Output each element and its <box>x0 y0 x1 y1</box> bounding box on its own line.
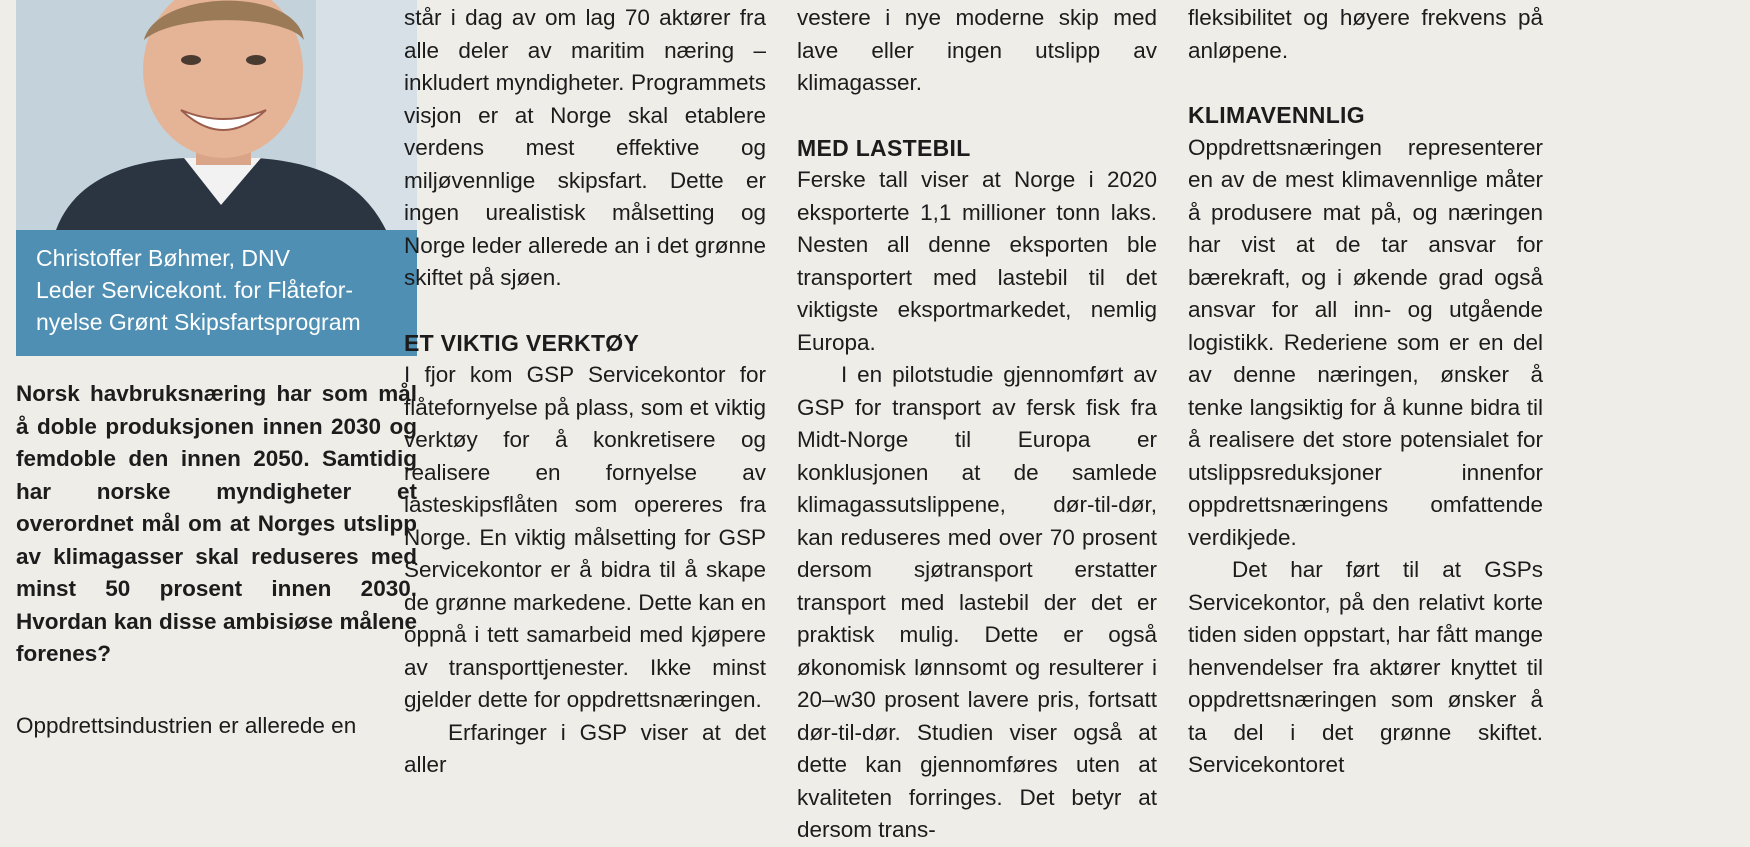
body-paragraph: Erfaringer i GSP viser at det aller <box>404 719 766 777</box>
caption-line: Leder Servicekont. for Flåtefor- <box>36 277 354 303</box>
portrait-photo <box>16 0 417 230</box>
lead-paragraph: Norsk havbruksnæring har som mål å doble produksjonen innen 2030 og femdoble den innen 2050. Samtidig har norske myndigheter et overordnet mål om at Norges utslipp av klimagasser skal reduseres med minst 50 prosent innen 2030. Hvordan kan disse ambisiøse målene forenes? <box>16 381 417 666</box>
section-heading: ET VIKTIG VERKTØY <box>404 329 640 356</box>
body-paragraph: I fjor kom GSP Servicekontor for flåtefornyelse på plass, som et viktig verktøy for å konkretisere og realisere en fornyelse av lasteskipsflåten som opereres fra Norge. En viktig målsetting for GSP Servicekontor er å bidra til å skape de grønne markedene. Dette kan en oppnå i tett samarbeid med kjøpere av transporttjenester. Ikke minst gjelder dette for oppdrettsnæringen. <box>404 362 766 712</box>
section-heading: KLIMAVENNLIG <box>1188 102 1365 128</box>
body-paragraph: Oppdrettsnæringen representerer en av de mest klimavennlige måter å produsere mat på, og næringen har vist at de tar ansvar for bærekraft, og i økende grad også ansvar for all inn- og utgående logistikk. Rederiene som er en del av denne næringen, ønsker å tenke langsiktig for å kunne bidra til å realisere det store potensialet for utslippsreduksjoner innenfor oppdrettsnæringens omfattende verdikjede. <box>1188 134 1543 550</box>
text-column-2 <box>404 2 766 782</box>
text-column-3 <box>797 2 1157 847</box>
body-paragraph: I en pilotstudie gjennomført av GSP for transport av fersk fisk fra Midt-Norge til Europa er konklusjonen at de samlede klimagassutslippene, dør-til-dør, kan reduseres med over 70 prosent dersom sjøtransport erstatter transport med lastebil der det er praktisk mulig. Dette er også økonomisk lønnsomt og resulterer i 20–w30 prosent lavere pris, fortsatt dør-til-dør. Studien viser også at dette kan gjennomføres uten at kvaliteten forringes. Det betyr at dersom trans- <box>797 362 1157 842</box>
body-paragraph: Det har ført til at GSPs Servicekontor, på den relativt korte tiden siden oppstart, har fått mange henvendelser fra aktører knyttet til oppdrettsnæringen som ønsker å ta del i det grønne skiftet. Servicekontoret <box>1188 557 1543 777</box>
section-heading: MED LASTEBIL <box>797 134 971 161</box>
caption-line: nyelse Grønt Skipsfartsprogram <box>36 309 361 335</box>
body-paragraph: fleksibilitet og høyere frekvens på anløpene. <box>1188 5 1543 63</box>
body-paragraph: står i dag av om lag 70 aktører fra alle deler av maritim næring – inkludert myndigheter. Programmets visjon er at Norge skal etablere verdens mest effektive og miljøvennlige skipsfart. Dette er ingen urealistisk målsetting og Norge leder allerede an i det grønne skiftet på sjøen. <box>404 5 766 290</box>
portrait-illustration <box>16 0 417 230</box>
body-paragraph: vestere i nye moderne skip med lave eller ingen utslipp av klimagasser. <box>797 5 1157 95</box>
body-paragraph: Ferske tall viser at Norge i 2020 eksporterte 1,1 millioner tonn laks. Nesten all denne eksporten ble transportert med lastebil til det viktigste eksportmarkedet, nemlig Europa. <box>797 167 1157 355</box>
photo-caption <box>16 230 417 356</box>
text-column-4 <box>1188 2 1543 782</box>
caption-line: Christoffer Bøhmer, DNV <box>36 245 290 271</box>
body-paragraph-start: Oppdrettsindustrien er allerede en <box>16 713 357 738</box>
